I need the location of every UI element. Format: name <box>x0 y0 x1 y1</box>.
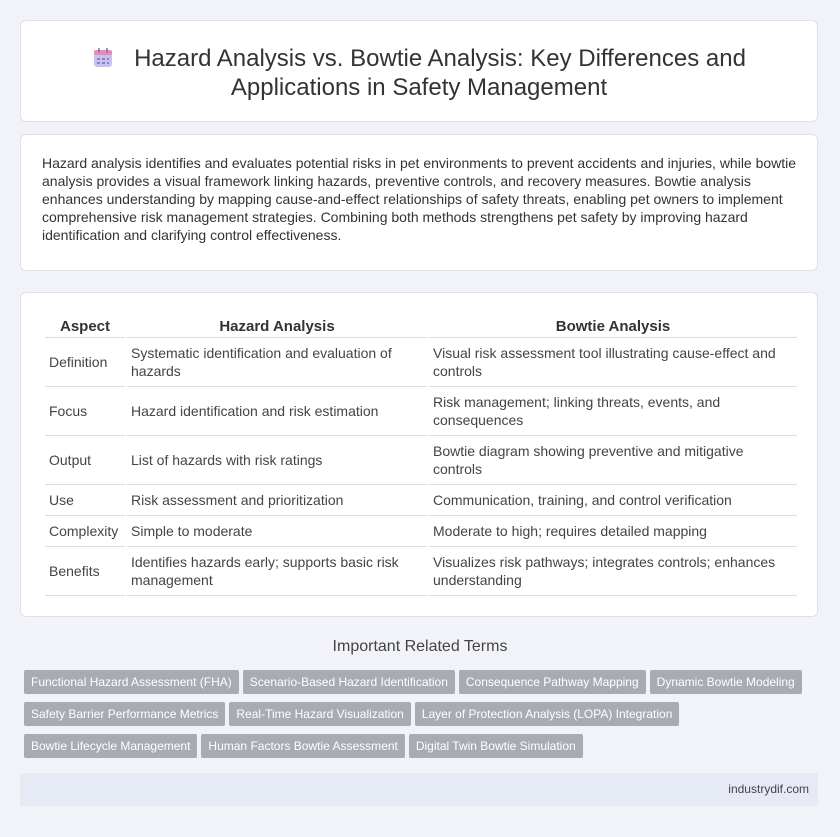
term-tag[interactable]: Functional Hazard Assessment (FHA) <box>24 670 239 694</box>
header-bowtie-analysis: Bowtie Analysis <box>429 315 797 338</box>
row-aspect: Use <box>45 485 125 516</box>
table-row <box>45 547 797 596</box>
term-tag[interactable]: Human Factors Bowtie Assessment <box>201 734 404 758</box>
term-tag[interactable]: Safety Barrier Performance Metrics <box>24 702 225 726</box>
title-line-1: Hazard Analysis vs. Bowtie Analysis: Key Differences and <box>134 45 746 72</box>
term-tag[interactable]: Bowtie Lifecycle Management <box>24 734 197 758</box>
row-aspect: Complexity <box>45 516 125 547</box>
term-tag[interactable]: Consequence Pathway Mapping <box>459 670 646 694</box>
row-bowtie: Bowtie diagram showing preventive and mitigative controls <box>429 436 797 485</box>
page-title <box>21 44 817 102</box>
related-terms-list <box>24 670 824 766</box>
comparison-card <box>20 292 818 617</box>
row-hazard: Identifies hazards early; supports basic risk management <box>127 547 427 596</box>
row-bowtie: Visual risk assessment tool illustrating cause-effect and controls <box>429 338 797 387</box>
row-bowtie: Visualizes risk pathways; integrates controls; enhances understanding <box>429 547 797 596</box>
header-hazard-analysis: Hazard Analysis <box>127 315 427 338</box>
table-row <box>45 387 797 436</box>
row-aspect: Focus <box>45 387 125 436</box>
term-tag[interactable]: Scenario-Based Hazard Identification <box>243 670 455 694</box>
row-aspect: Benefits <box>45 547 125 596</box>
related-terms-heading: Important Related Terms <box>332 638 508 655</box>
row-hazard: Hazard identification and risk estimation <box>127 387 427 436</box>
comparison-table <box>43 315 799 596</box>
summary-text: Hazard analysis identifies and evaluates potential risks in pet environments to prevent accidents and injuries, while bowtie analysis provides a visual framework linking hazards, preventive controls, and recovery measures. Bowtie analysis enhances understanding by mapping cause-and-effect relationships of safety threats, enabling pet owners to implement comprehensive risk management strategies. Combining both methods strengthens pet safety by improving hazard identification and clarifying control effectiveness. <box>42 155 797 243</box>
row-bowtie: Communication, training, and control verification <box>429 485 797 516</box>
table-row <box>45 338 797 387</box>
table-row <box>45 516 797 547</box>
row-hazard: List of hazards with risk ratings <box>127 436 427 485</box>
term-tag[interactable]: Layer of Protection Analysis (LOPA) Integration <box>415 702 680 726</box>
table-row <box>45 485 797 516</box>
footer <box>20 773 818 806</box>
title-line-2: Applications in Safety Management <box>230 74 608 101</box>
table-row <box>45 436 797 485</box>
term-tag[interactable]: Real-Time Hazard Visualization <box>229 702 410 726</box>
row-hazard: Risk assessment and prioritization <box>127 485 427 516</box>
footer-site[interactable]: industrydif.com <box>728 782 809 796</box>
row-aspect: Definition <box>45 338 125 387</box>
row-bowtie: Moderate to high; requires detailed mapping <box>429 516 797 547</box>
calendar-icon <box>92 47 114 69</box>
term-tag[interactable]: Dynamic Bowtie Modeling <box>650 670 802 694</box>
header-aspect: Aspect <box>45 315 125 338</box>
title-card <box>20 20 818 122</box>
row-hazard: Systematic identification and evaluation of hazards <box>127 338 427 387</box>
summary-card <box>20 134 818 271</box>
row-aspect: Output <box>45 436 125 485</box>
row-hazard: Simple to moderate <box>127 516 427 547</box>
term-tag[interactable]: Digital Twin Bowtie Simulation <box>409 734 583 758</box>
row-bowtie: Risk management; linking threats, events, and consequences <box>429 387 797 436</box>
